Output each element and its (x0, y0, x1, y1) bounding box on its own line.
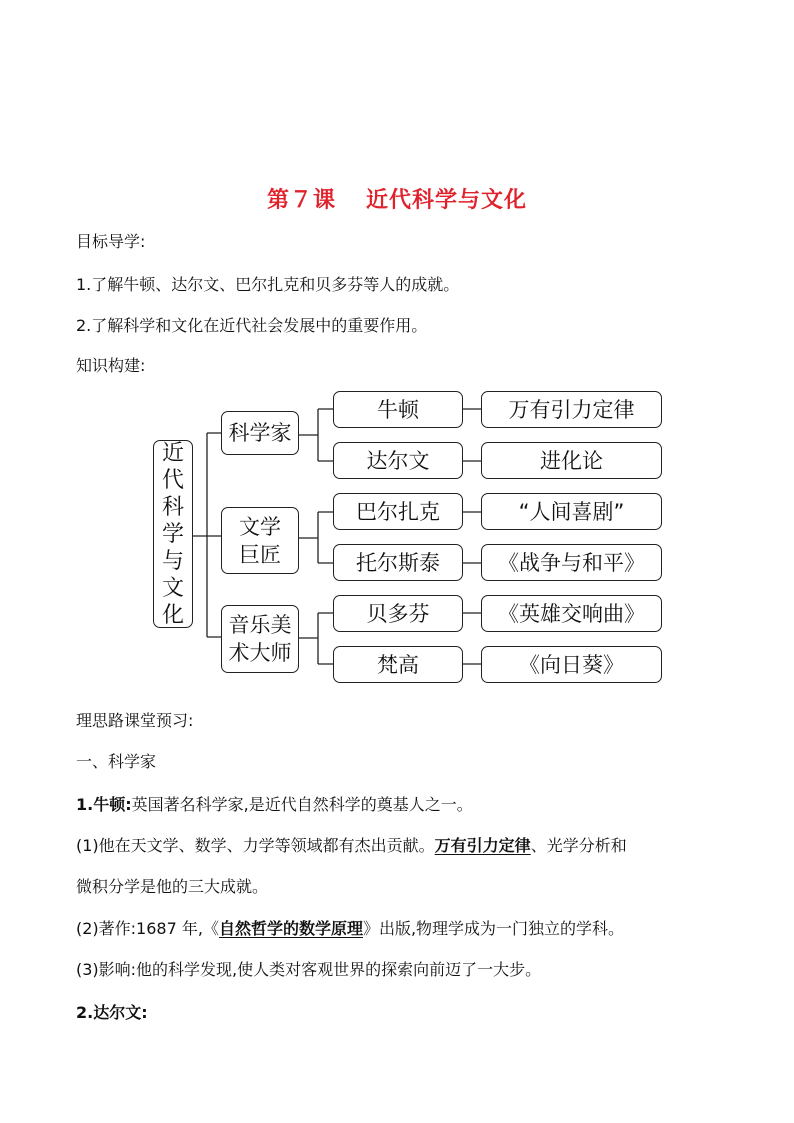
knowledge-heading: 知识构建: (76, 356, 146, 375)
goal-1: 1.了解牛顿、达尔文、巴尔扎克和贝多芬等人的成就。 (76, 275, 460, 294)
text-span: 》出版,物理学成为一门独立的学科。 (362, 919, 625, 938)
category-label: 术大师 (228, 641, 292, 665)
category-artists (221, 605, 299, 673)
category-label: 科学家 (228, 421, 292, 445)
goal-2: 2.了解科学和文化在近代社会发展中的重要作用。 (76, 316, 428, 335)
root-char: 科 (161, 494, 184, 520)
person-box: 巴尔扎克 (333, 493, 463, 530)
work-box: 《战争与和平》 (481, 544, 662, 581)
key-term: 万有引力定律 (434, 836, 531, 855)
work-box: 《向日葵》 (481, 646, 662, 683)
section-heading: 一、科学家 (76, 752, 157, 771)
root-char: 文 (161, 575, 184, 601)
person-box: 托尔斯泰 (333, 544, 463, 581)
newton-point-1 (76, 836, 627, 856)
root-char: 近 (161, 440, 184, 466)
work-box: 万有引力定律 (481, 391, 662, 428)
category-label: 文学 (239, 514, 281, 539)
diagram-root-box (153, 440, 193, 628)
category-scientists (221, 411, 299, 455)
page-title (0, 183, 794, 214)
newton-intro-text: 英国著名科学家,是近代自然科学的奠基人之一。 (131, 795, 473, 814)
root-char: 代 (161, 467, 184, 493)
person-box: 达尔文 (333, 442, 463, 479)
newton-point-3: (3)影响:他的科学发现,使人类对客观世界的探索向前迈了一大步。 (76, 960, 542, 979)
text-span: (2)著作:1687 年,《 (76, 919, 219, 938)
person-box: 贝多芬 (333, 595, 463, 632)
key-term: 自然哲学的数学原理 (218, 919, 363, 938)
work-box: “人间喜剧” (481, 493, 662, 530)
goals-heading: 目标导学: (76, 232, 146, 251)
text-span: 、光学分析和 (530, 836, 627, 855)
root-char: 学 (161, 521, 184, 547)
lesson-topic: 近代科学与文化 (366, 188, 528, 213)
newton-point-1-cont: 微积分学是他的三大成就。 (76, 877, 269, 896)
category-label: 音乐美 (228, 613, 292, 637)
review-heading: 理思路课堂预习: (76, 711, 194, 730)
work-box: 进化论 (481, 442, 662, 479)
darwin-heading: 2.达尔文: (76, 1003, 148, 1022)
root-char: 化 (161, 602, 184, 628)
category-label: 巨匠 (239, 542, 281, 567)
newton-label: 1.牛顿: (76, 795, 132, 814)
person-box: 牛顿 (333, 391, 463, 428)
text-span: (1)他在天文学、数学、力学等领域都有杰出贡献。 (76, 836, 435, 855)
work-box: 《英雄交响曲》 (481, 595, 662, 632)
newton-point-2 (76, 919, 624, 939)
root-char: 与 (161, 548, 184, 574)
category-writers (221, 507, 299, 574)
lesson-number: 第７课 (266, 188, 336, 213)
person-box: 梵高 (333, 646, 463, 683)
newton-intro (76, 795, 473, 815)
